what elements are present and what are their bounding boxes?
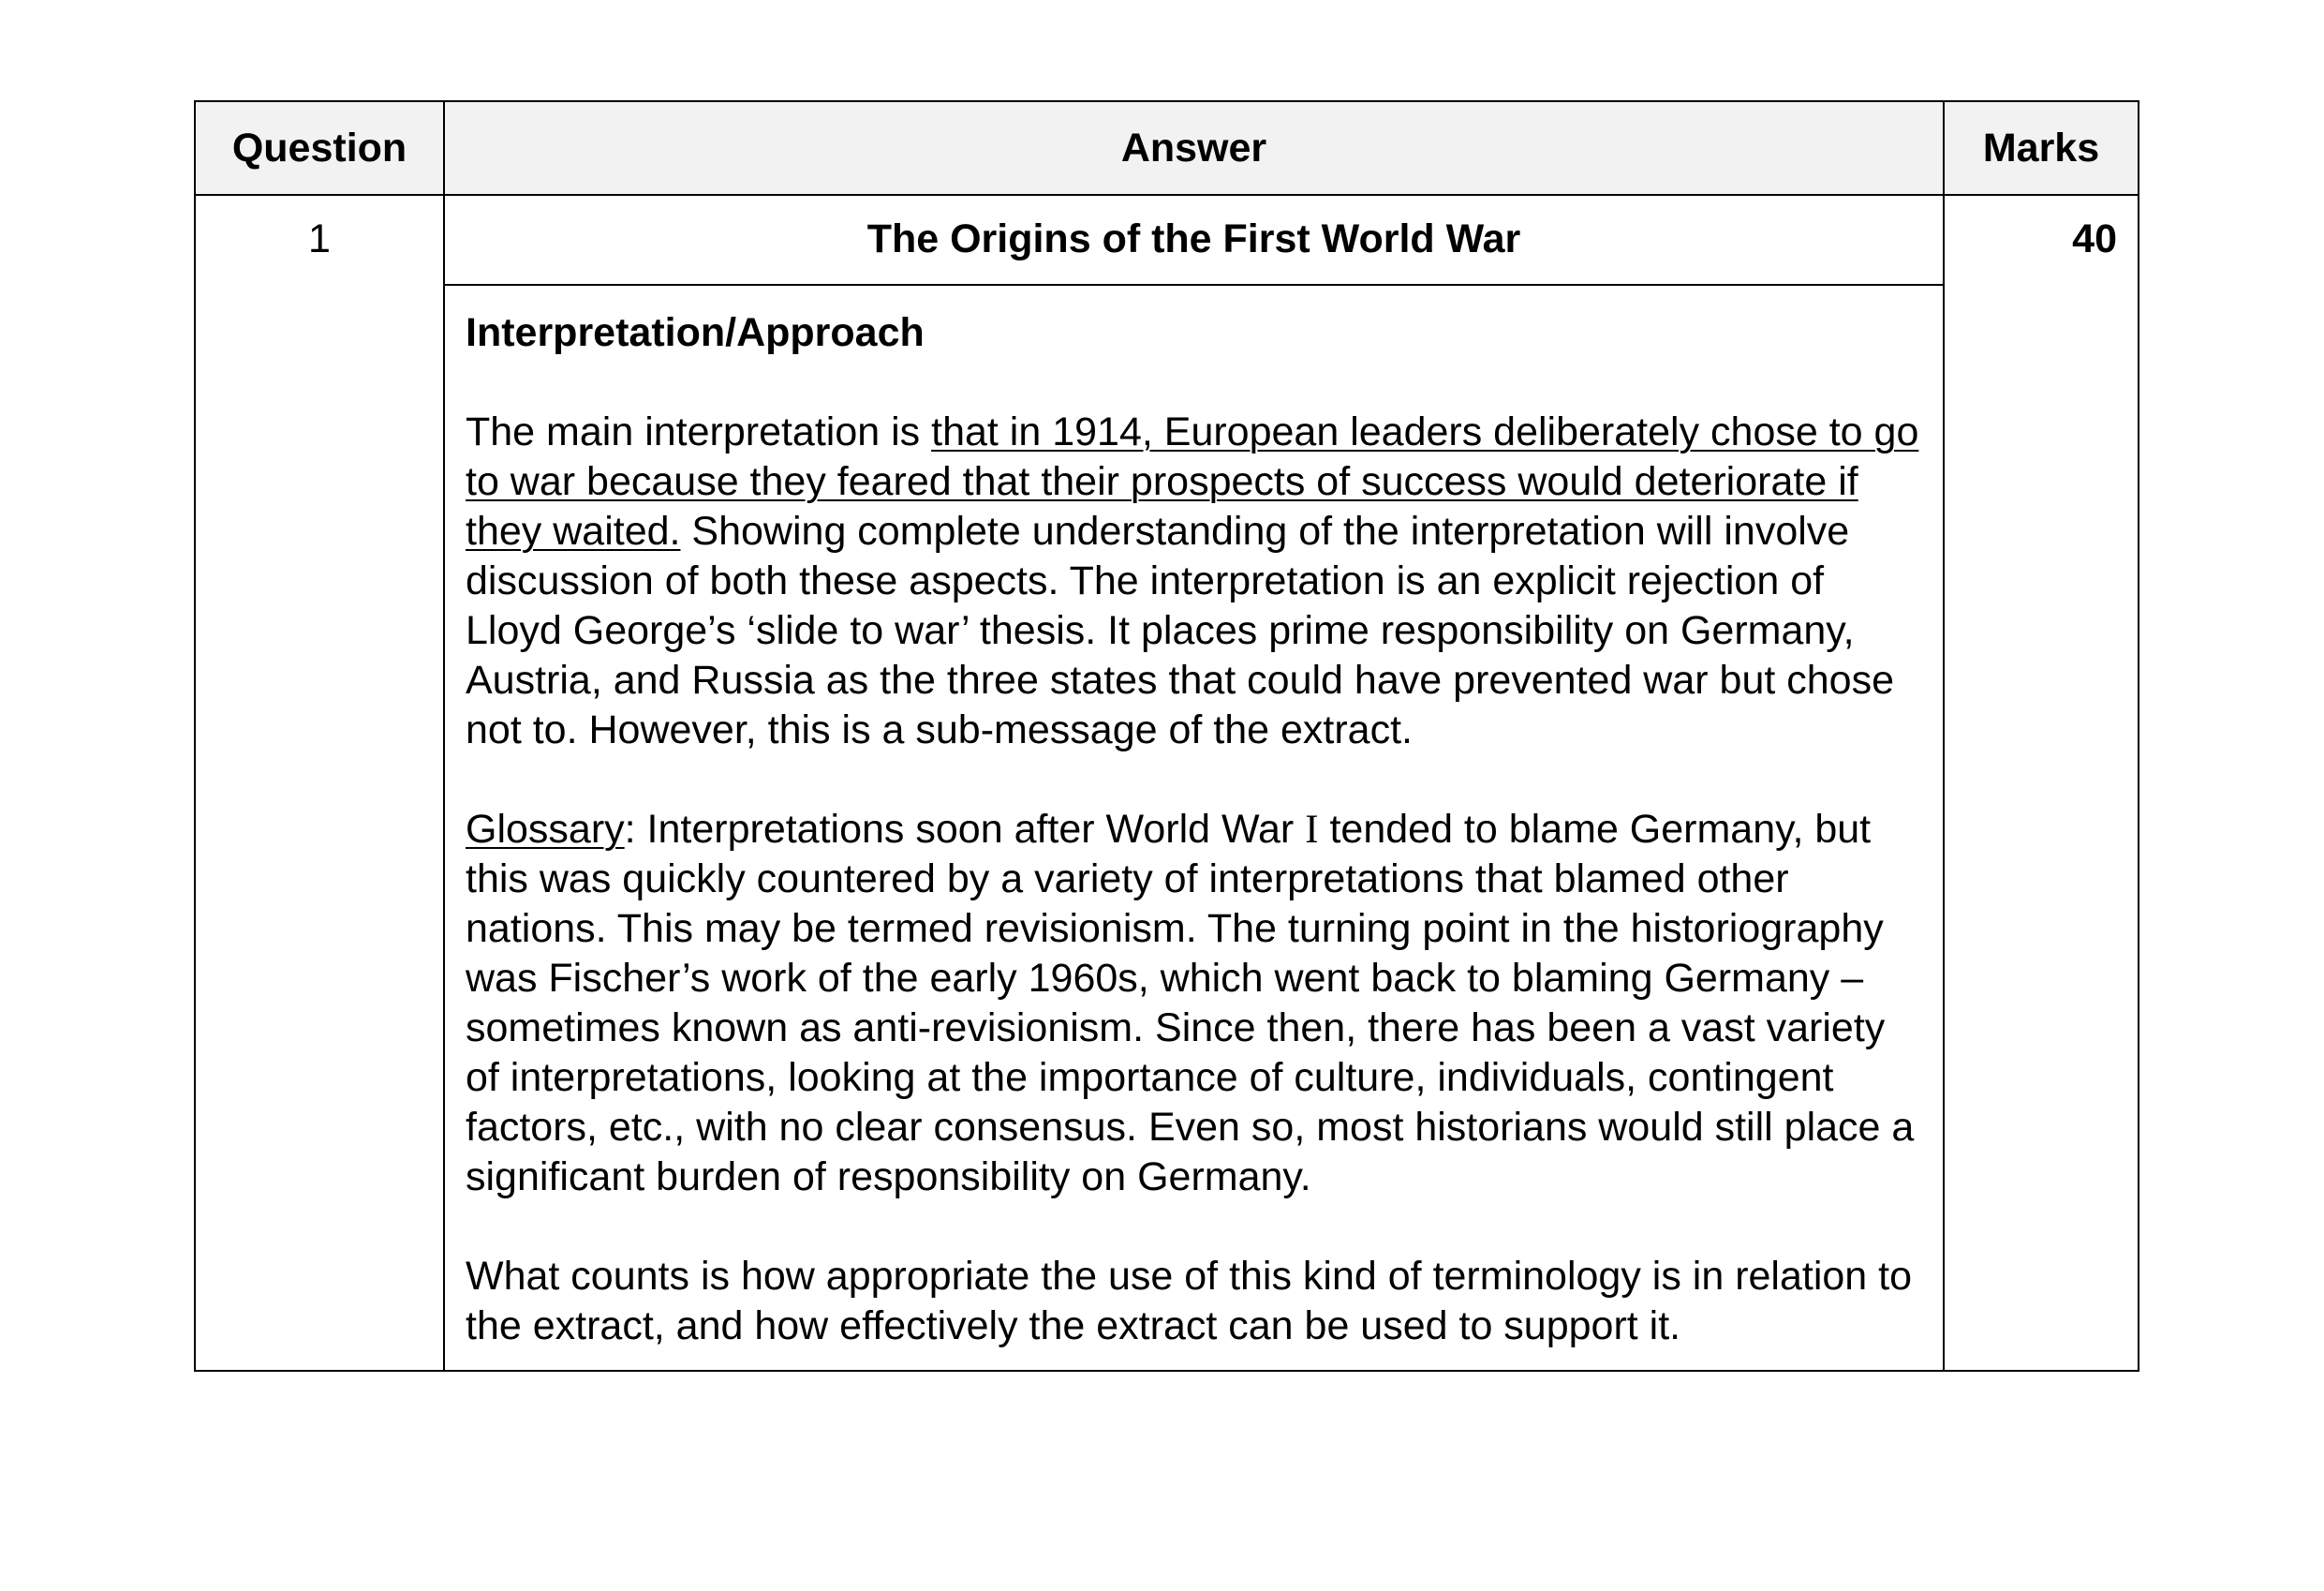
interpretation-rest: Showing complete understanding of the interpretation will involve discussion of both these aspects. The interpretation is an explicit rejection of Lloyd George’s ‘slide to war’ thesis. It places prime responsibility on Germany, Austria, and Russia as the three states that could have prevented war but chose not to. However, this is a sub-message of the extract. <box>466 509 1895 752</box>
question-column-header: Question <box>195 101 444 195</box>
glossary-paragraph <box>466 805 1924 1202</box>
answer-body <box>444 285 1944 1371</box>
header-row <box>195 101 2139 195</box>
marks-value: 40 <box>1944 195 2139 1371</box>
main-interpretation-underlined: that in 1914, European leaders deliberately chose to go to war because they feared that their prospects of success would deteriorate if they waited. <box>466 409 1919 554</box>
answer-column-header: Answer <box>444 101 1944 195</box>
interpretation-lead: The main interpretation is <box>466 409 932 454</box>
question-number: 1 <box>195 195 444 1371</box>
mark-scheme-table <box>194 100 2139 1372</box>
answer-row <box>195 285 2139 1371</box>
glossary-text-1: : Interpretations soon after World War <box>624 807 1306 852</box>
glossary-roman-numeral: I <box>1305 808 1319 852</box>
glossary-label: Glossary <box>466 807 625 852</box>
marks-column-header: Marks <box>1944 101 2139 195</box>
terminology-paragraph: What counts is how appropriate the use of this kind of terminology is in relation to the extract, and how effectively the extract can be used to support it. <box>466 1254 1913 1348</box>
glossary-text-2: tended to blame Germany, but this was quickly countered by a variety of interpretations that blamed other nations. This may be termed revisionism. The turning point in the historiography was Fischer’s work of the early 1960s, which went back to blaming Germany – sometimes known as anti-revisionism. Since then, there has been a vast variety of interpretations, looking at the importance of culture, individuals, contingent factors, etc., with no clear consensus. Even so, most historians would still place a significant burden of responsibility on Germany. <box>466 807 1915 1199</box>
question-row <box>195 195 2139 285</box>
question-title: The Origins of the First World War <box>444 195 1944 285</box>
section-heading: Interpretation/Approach <box>466 310 925 355</box>
interpretation-paragraph <box>466 408 1924 755</box>
